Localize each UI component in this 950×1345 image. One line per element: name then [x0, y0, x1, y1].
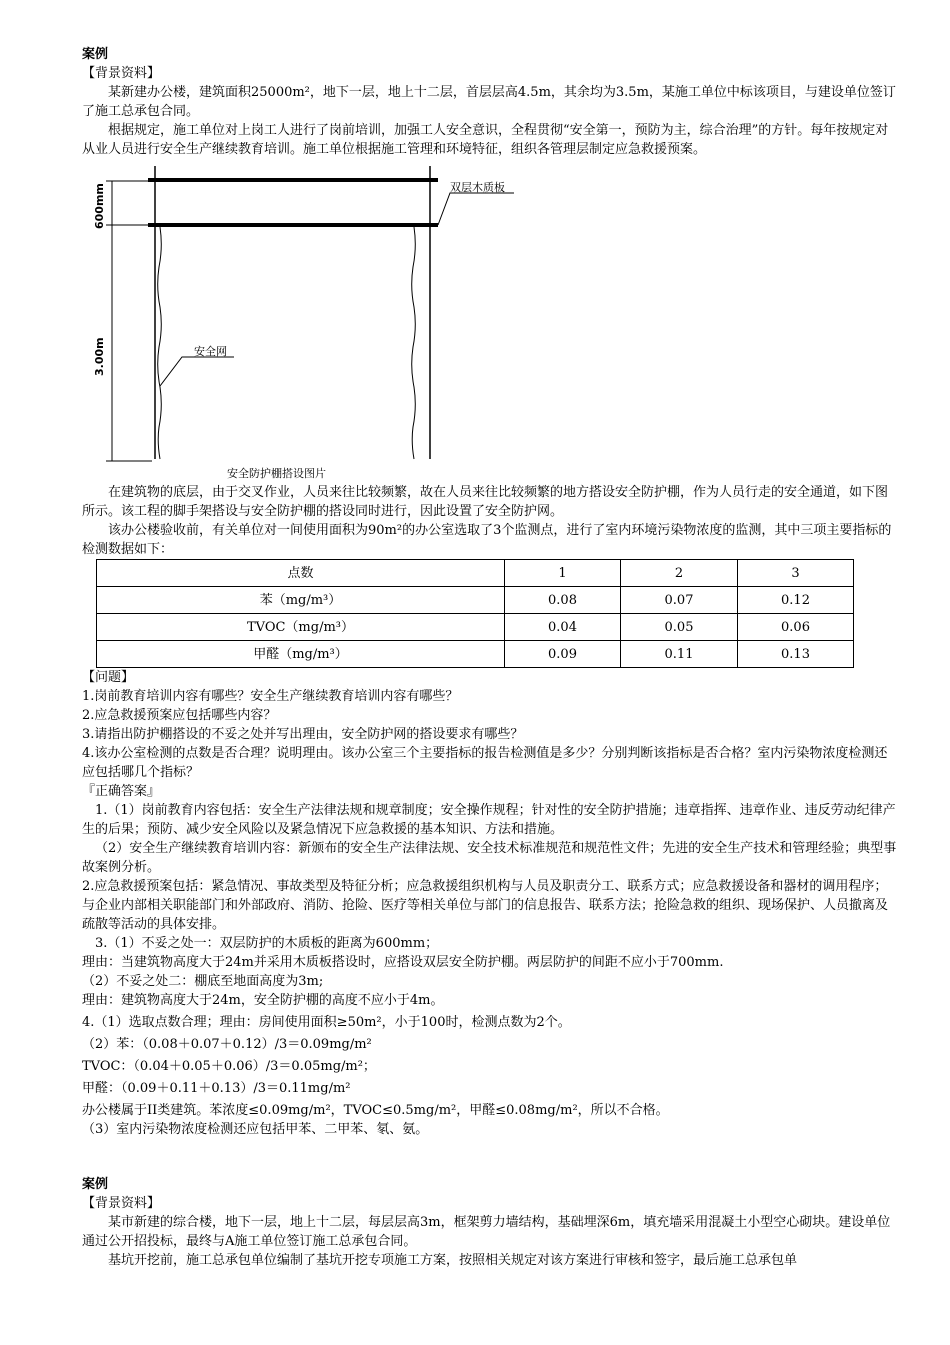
- document-page: [82, 45, 897, 1270]
- dim-bottom-label: 3.00m: [93, 337, 106, 376]
- answer-paragraph: 4.（1）选取点数合理；理由：房间使用面积≥50m²，小于100时，检测点数为2个。: [82, 1015, 571, 1030]
- background-paragraph: 在建筑物的底层，由于交叉作业，人员来往比较频繁，故在人员来往比较频繁的地方搭设安全防护棚，作为人员行走的安全通道，如下图所示。该工程的脚手架搭设与安全防护棚的搭设同时进行，因此设置了安全防护网。: [82, 485, 889, 519]
- answer-paragraph: 理由：当建筑物高度大于24m并采用木质板搭设时，应搭设双层安全防护棚。两层防护的间距不应小于700mm.: [82, 955, 724, 970]
- table-row: [97, 587, 854, 614]
- answer-paragraph: （2）苯：（0.08＋0.07＋0.12）/3＝0.09mg/m²: [82, 1037, 372, 1052]
- table-header-cell: 3: [738, 560, 854, 587]
- answer-paragraph: 理由：建筑物高度大于24m，安全防护棚的高度不应小于4m。: [82, 993, 444, 1008]
- case-title: 案例: [82, 47, 109, 62]
- pollutant-table: [96, 559, 854, 668]
- background-paragraph: 该办公楼验收前，有关单位对一间使用面积为90m²的办公室选取了3个监测点，进行了室内环境污染物浓度的监测，其中三项主要指标的检测数据如下：: [82, 523, 892, 557]
- table-cell: 0.12: [738, 587, 854, 614]
- background-heading: 【背景资料】: [82, 66, 161, 81]
- table-cell: 0.07: [621, 587, 738, 614]
- table-cell: 0.13: [738, 641, 854, 668]
- questions-heading: 【问题】: [82, 670, 135, 685]
- answer-paragraph: 2.应急救援预案包括：紧急情况、事故类型及特征分析；应急救援组织机构与人员及职责分工、联系方式；应急救援设备和器材的调用程序；与企业内部相关职能部门和外部政府、消防、抢险、医疗等相关单位与部门的信息报告、联系方法；抢险急救的组织、现场保护、人员撤离及疏散等活动的具体安排。: [82, 879, 889, 932]
- table-header-cell: 2: [621, 560, 738, 587]
- table-cell: 0.09: [505, 641, 621, 668]
- table-row: [97, 641, 854, 668]
- answer-paragraph: （2）不妥之处二：棚底至地面高度为3m;: [82, 974, 324, 989]
- protective-shed-figure: [82, 161, 642, 481]
- table-row: [97, 614, 854, 641]
- answer-paragraph: （2）安全生产继续教育培训内容：新颁布的安全生产法律法规、安全技术标准规范和规范性文件；先进的安全生产技术和管理经验；典型事故案例分析。: [82, 841, 897, 875]
- shed-diagram: [82, 161, 642, 481]
- table-cell: 0.06: [738, 614, 854, 641]
- question: 3.请指出防护棚搭设的不妥之处并写出理由，安全防护网的搭设要求有哪些？: [82, 727, 524, 742]
- background-paragraph: 根据规定，施工单位对上岗工人进行了岗前培训，加强工人安全意识，全程贯彻“安全第一，预防为主，综合治理”的方针。每年按规定对从业人员进行安全生产继续教育培训。施工单位根据施工管理和环境特征，组织各管理层制定应急救援预案。: [82, 123, 889, 157]
- table-header-row: [97, 560, 854, 587]
- net-label: 安全网: [194, 345, 227, 358]
- answer-paragraph: （3）室内污染物浓度检测还应包括甲苯、二甲苯、氡、氨。: [82, 1122, 429, 1137]
- table-cell: 0.11: [621, 641, 738, 668]
- table-cell: 0.04: [505, 614, 621, 641]
- table-cell: 苯（mg/m³）: [97, 587, 505, 614]
- answer-heading: 『正确答案』: [82, 784, 161, 799]
- table-header-cell: 1: [505, 560, 621, 587]
- question: 2.应急救援预案应包括哪些内容？: [82, 708, 277, 723]
- background-paragraph: 某新建办公楼，建筑面积25000m²，地下一层，地上十二层，首层层高4.5m，其余均为3.5m，某施工单位中标该项目，与建设单位签订了施工总承包合同。: [82, 85, 896, 119]
- background-paragraph: 基坑开挖前，施工总承包单位编制了基坑开挖专项施工方案，按照相关规定对该方案进行审核和签字，最后施工总承包单: [108, 1253, 798, 1268]
- table-cell: 0.05: [621, 614, 738, 641]
- question: 1.岗前教育培训内容有哪些？安全生产继续教育培训内容有哪些？: [82, 689, 459, 704]
- background-heading: 【背景资料】: [82, 1196, 161, 1211]
- background-paragraph: 某市新建的综合楼，地下一层，地上十二层，每层层高3m，框架剪力墙结构，基础埋深6m，填充墙采用混凝土小型空心砌块。建设单位通过公开招投标，最终与A施工单位签订施工总承包合同。: [82, 1215, 891, 1249]
- answer-paragraph: TVOC：（0.04＋0.05＋0.06）/3＝0.05mg/m²；: [82, 1059, 376, 1074]
- answer-paragraph: 办公楼属于II类建筑。苯浓度≤0.09mg/m²，TVOC≤0.5mg/m²，甲醛≤0.08mg/m²，所以不合格。: [82, 1103, 669, 1118]
- table-cell: 0.08: [505, 587, 621, 614]
- table-cell: TVOC（mg/m³）: [97, 614, 505, 641]
- table-header-cell: 点数: [97, 560, 505, 587]
- board-label: 双层木质板: [450, 181, 505, 194]
- dim-top-label: 600mm: [93, 183, 106, 229]
- answer-paragraph: 1.（1）岗前教育内容包括：安全生产法律法规和规章制度；安全操作规程；针对性的安全防护措施；违章指挥、违章作业、违反劳动纪律产生的后果；预防、减少安全风险以及紧急情况下应急救援的基本知识、方法和措施。: [82, 803, 896, 837]
- table-cell: 甲醛（mg/m³）: [97, 641, 505, 668]
- answer-paragraph: 3.（1）不妥之处一：双层防护的木质板的距离为600mm；: [95, 936, 439, 951]
- figure-caption: 安全防护棚搭设图片: [227, 467, 326, 480]
- answer-paragraph: 甲醛：（0.09＋0.11＋0.13）/3＝0.11mg/m²: [82, 1081, 351, 1096]
- question: 4.该办公室检测的点数是否合理？说明理由。该办公室三个主要指标的报告检测值是多少？分别判断该指标是否合格？室内污染物浓度检测还应包括哪几个指标？: [82, 746, 888, 780]
- case-title: 案例: [82, 1177, 109, 1192]
